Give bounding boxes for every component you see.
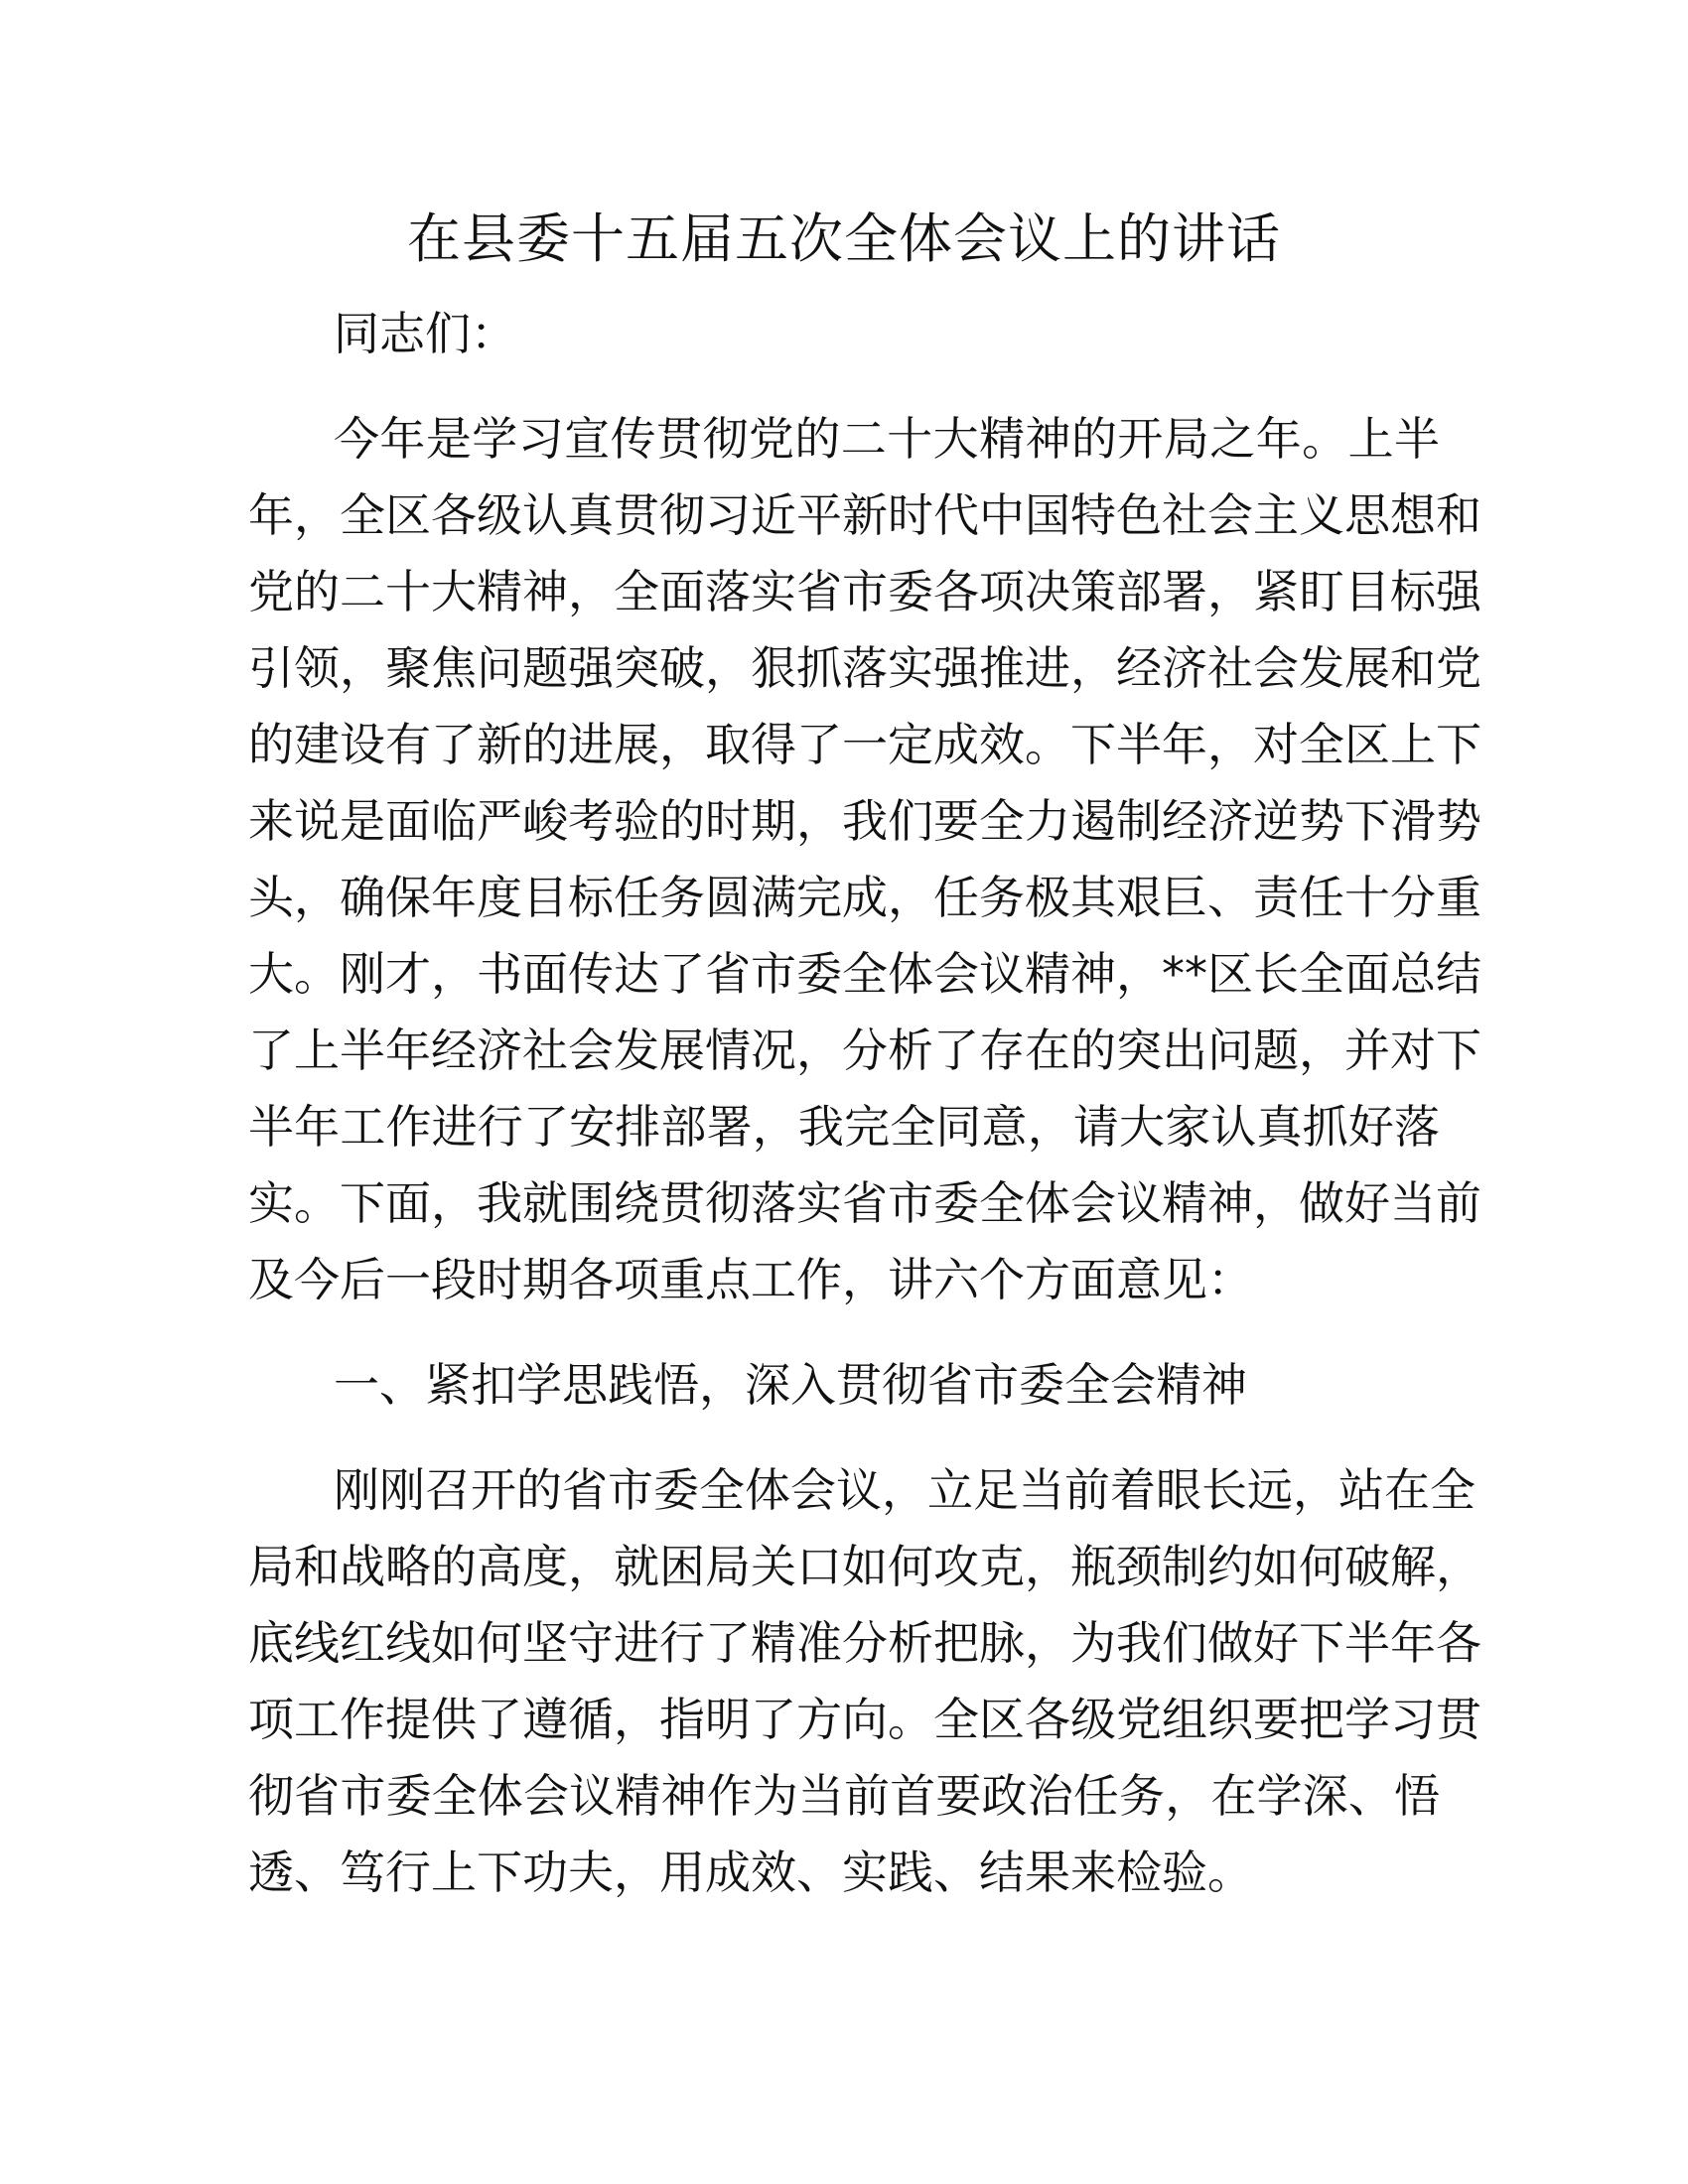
paragraph-line: 今年是学习宣传贯彻党的二十大精神的开局之年。上半: [334, 412, 1440, 466]
paragraph-line: 半年工作进行了安排部署，我完全同意，请大家认真抓好落: [248, 1100, 1440, 1154]
paragraph-line: 头，确保年度目标任务圆满完成，任务极其艰巨、责任十分重: [248, 871, 1481, 924]
paragraph-line: 底线红线如何坚守进行了精准分析把脉，为我们做好下半年各: [248, 1616, 1481, 1670]
paragraph-line: 年，全区各级认真贯彻习近平新时代中国特色社会主义思想和: [248, 488, 1481, 542]
greeting: 同志们：: [334, 307, 516, 360]
paragraph-line: 来说是面临严峻考验的时期，我们要全力遏制经济逆势下滑势: [248, 794, 1481, 848]
paragraph-line: 的建设有了新的进展，取得了一定成效。下半年，对全区上下: [248, 718, 1481, 771]
paragraph-line: 党的二十大精神，全面落实省市委各项决策部署，紧盯目标强: [248, 565, 1481, 618]
paragraph-line: 大。刚才，书面传达了省市委全体会议精神，**区长全面总结: [248, 947, 1481, 1001]
document-title: 在县委十五届五次全体会议上的讲话: [407, 207, 1281, 270]
paragraph-line: 局和战略的高度，就困局关口如何攻克，瓶颈制约如何破解，: [248, 1540, 1481, 1593]
paragraph-line: 刚刚召开的省市委全体会议，立足当前着眼长远，站在全: [334, 1463, 1476, 1517]
paragraph-line: 项工作提供了遵循，指明了方向。全区各级党组织要把学习贯: [248, 1693, 1481, 1746]
paragraph-line: 引领，聚焦问题强突破，狠抓落实强推进，经济社会发展和党: [248, 641, 1481, 695]
paragraph-line: 了上半年经济社会发展情况，分析了存在的突出问题，并对下: [248, 1024, 1481, 1077]
paragraph-line: 及今后一段时期各项重点工作，讲六个方面意见：: [248, 1253, 1253, 1306]
paragraph-line: 彻省市委全体会议精神作为当前首要政治任务，在学深、悟: [248, 1769, 1440, 1823]
paragraph-line: 实。下面，我就围绕贯彻落实省市委全体会议精神，做好当前: [248, 1176, 1481, 1230]
paragraph-line: 透、笃行上下功夫，用成效、实践、结果来检验。: [248, 1845, 1253, 1899]
section-heading: 一、紧扣学思践悟，深入贯彻省市委全会精神: [334, 1358, 1247, 1412]
